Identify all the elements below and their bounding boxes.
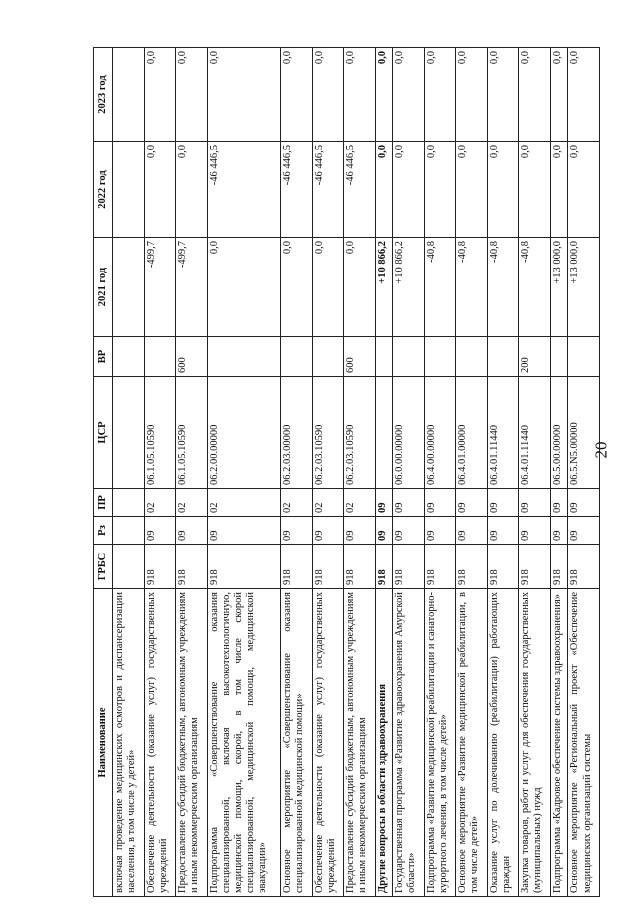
col-grbs-header: ГРБС	[94, 545, 113, 589]
row-grbs: 918	[281, 545, 313, 589]
table-row	[207, 48, 281, 897]
row-rz: 09	[281, 517, 313, 545]
row-csr: 06.4.01.11440	[519, 377, 551, 489]
row-2022-value: 0,0	[550, 142, 568, 238]
row-pr: 09	[393, 489, 425, 517]
table-row	[281, 48, 313, 897]
row-vr	[281, 337, 313, 377]
row-pr: 09	[568, 489, 600, 517]
row-vr	[207, 337, 281, 377]
row-name: включая проведение медицинских осмотров и диспансеризации населения, в том числе у детей»	[113, 589, 145, 897]
row-2023-value	[113, 48, 145, 142]
row-2021-value: +10 866,2	[393, 238, 425, 337]
row-2021-value: 0,0	[207, 238, 281, 337]
row-pr: 02	[176, 489, 208, 517]
row-rz: 09	[550, 517, 568, 545]
row-2021-value	[113, 238, 145, 337]
row-2022-value: 0,0	[568, 142, 600, 238]
row-name: Обеспечение деятельности (оказание услуг) государственных учреждений	[144, 589, 176, 897]
col-name-header: Наименование	[94, 589, 113, 897]
row-grbs: 918	[393, 545, 425, 589]
row-vr	[568, 337, 600, 377]
budget-table	[93, 47, 600, 897]
row-csr: 06.4.01.00000	[456, 377, 488, 489]
row-rz: 09	[519, 517, 551, 545]
row-grbs: 918	[568, 545, 600, 589]
col-vr-header: ВР	[94, 337, 113, 377]
row-2022-value: 0,0	[519, 142, 551, 238]
row-csr: 06.5.00.00000	[550, 377, 568, 489]
row-csr: 06.4.01.11440	[487, 377, 519, 489]
row-csr	[375, 377, 393, 489]
row-grbs	[113, 545, 145, 589]
row-pr: 09	[424, 489, 456, 517]
row-rz: 09	[344, 517, 376, 545]
row-rz: 09	[487, 517, 519, 545]
row-grbs: 918	[487, 545, 519, 589]
row-grbs: 918	[176, 545, 208, 589]
row-csr: 06.5.N5.00000	[568, 377, 600, 489]
row-name: Подпрограмма «Совершенствование оказания специализированной, включая высокотехнологичную, медицинской помощи, скорой, в том числе скорой специализированной, медицинской помощи, медицинской эвакуации»	[207, 589, 281, 897]
row-name: Основное мероприятие «Развитие медицинской реабилитации, в том числе детей»	[456, 589, 488, 897]
row-name: Предоставление субсидий бюджетным, автономным учреждениям и иным некоммерческим организациям	[344, 589, 376, 897]
row-rz: 09	[375, 517, 393, 545]
row-pr: 09	[375, 489, 393, 517]
row-grbs: 918	[424, 545, 456, 589]
row-2023-value: 0,0	[281, 48, 313, 142]
row-grbs: 918	[550, 545, 568, 589]
row-2022-value: 0,0	[487, 142, 519, 238]
row-csr: 06.2.03.10590	[312, 377, 344, 489]
row-pr: 02	[312, 489, 344, 517]
row-vr: 600	[344, 337, 376, 377]
row-name: Подпрограмма «Развитие медицинской реабилитации и санаторно-курортного лечения, в том числе детей»	[424, 589, 456, 897]
row-csr: 06.2.03.00000	[281, 377, 313, 489]
table-row	[424, 48, 456, 897]
row-rz: 09	[568, 517, 600, 545]
row-pr: 09	[550, 489, 568, 517]
row-2022-value: 0,0	[393, 142, 425, 238]
row-rz: 09	[424, 517, 456, 545]
table-row	[344, 48, 376, 897]
row-rz: 09	[393, 517, 425, 545]
row-vr	[550, 337, 568, 377]
row-name: Оказание услуг по долечиванию (реабилитации) работающих граждан	[487, 589, 519, 897]
row-pr: 02	[207, 489, 281, 517]
row-pr: 09	[519, 489, 551, 517]
page-number: 20	[591, 441, 611, 459]
row-2022-value	[113, 142, 145, 238]
table-row	[550, 48, 568, 897]
table-row	[393, 48, 425, 897]
row-2023-value: 0,0	[519, 48, 551, 142]
table-header-row	[94, 48, 113, 897]
row-name: Другие вопросы в области здравоохранения	[375, 589, 393, 897]
row-2021-value: -40,8	[519, 238, 551, 337]
row-2023-value: 0,0	[550, 48, 568, 142]
row-csr: 06.1.05.10590	[144, 377, 176, 489]
table-row	[176, 48, 208, 897]
row-grbs: 918	[519, 545, 551, 589]
row-name: Закупка товаров, работ и услуг для обеспечения государственных (муниципальных) нужд	[519, 589, 551, 897]
table-row	[113, 48, 145, 897]
row-2023-value: 0,0	[176, 48, 208, 142]
row-pr: 09	[487, 489, 519, 517]
row-2022-value: -46 446,5	[312, 142, 344, 238]
row-2023-value: 0,0	[568, 48, 600, 142]
row-2022-value: -46 446,5	[207, 142, 281, 238]
row-2021-value: +13 000,0	[568, 238, 600, 337]
row-2021-value: -40,8	[487, 238, 519, 337]
row-2021-value: -499,7	[176, 238, 208, 337]
row-pr: 02	[344, 489, 376, 517]
row-2021-value: +10 866,2	[375, 238, 393, 337]
row-vr	[393, 337, 425, 377]
col-2021-header: 2021 год	[94, 238, 113, 337]
table-row	[568, 48, 600, 897]
row-pr	[113, 489, 145, 517]
row-grbs: 918	[312, 545, 344, 589]
col-csr-header: ЦСР	[94, 377, 113, 489]
table-row	[312, 48, 344, 897]
budget-table-rotated	[93, 48, 600, 897]
row-rz: 09	[456, 517, 488, 545]
col-2022-header: 2022 год	[94, 142, 113, 238]
row-vr	[113, 337, 145, 377]
row-2023-value: 0,0	[393, 48, 425, 142]
col-2023-header: 2023 год	[94, 48, 113, 142]
row-name: Подпрограмма «Кадровое обеспечение системы здравоохранения»	[550, 589, 568, 897]
row-2021-value: 0,0	[344, 238, 376, 337]
row-csr: 06.4.00.00000	[424, 377, 456, 489]
row-rz	[113, 517, 145, 545]
col-pr-header: ПР	[94, 489, 113, 517]
row-vr	[375, 337, 393, 377]
row-2021-value: 0,0	[281, 238, 313, 337]
row-grbs: 918	[207, 545, 281, 589]
row-vr	[144, 337, 176, 377]
table-row	[144, 48, 176, 897]
row-name: Предоставление субсидий бюджетным, автономным учреждениям и иным некоммерческим организациям	[176, 589, 208, 897]
table-row	[487, 48, 519, 897]
row-pr: 02	[144, 489, 176, 517]
row-2023-value: 0,0	[144, 48, 176, 142]
col-rz-header: Рз	[94, 517, 113, 545]
row-pr: 09	[456, 489, 488, 517]
row-vr: 200	[519, 337, 551, 377]
row-vr	[424, 337, 456, 377]
row-2021-value: -499,7	[144, 238, 176, 337]
row-2022-value: 0,0	[176, 142, 208, 238]
row-2023-value: 0,0	[344, 48, 376, 142]
row-2022-value: 0,0	[424, 142, 456, 238]
row-name: Основное мероприятие «Совершенствование оказания специализированной медицинской помощи»	[281, 589, 313, 897]
row-2021-value: -40,8	[424, 238, 456, 337]
row-2023-value: 0,0	[424, 48, 456, 142]
row-csr	[113, 377, 145, 489]
row-vr: 600	[176, 337, 208, 377]
row-csr: 06.2.00.00000	[207, 377, 281, 489]
row-2021-value: -40,8	[456, 238, 488, 337]
row-name: Обеспечение деятельности (оказание услуг) государственных учреждений	[312, 589, 344, 897]
table-body	[113, 48, 600, 897]
row-rz: 09	[207, 517, 281, 545]
row-2021-value: +13 000,0	[550, 238, 568, 337]
row-csr: 06.2.03.10590	[344, 377, 376, 489]
table-row	[375, 48, 393, 897]
row-2022-value: 0,0	[144, 142, 176, 238]
row-grbs: 918	[344, 545, 376, 589]
row-2023-value: 0,0	[375, 48, 393, 142]
row-grbs: 918	[375, 545, 393, 589]
row-rz: 09	[176, 517, 208, 545]
row-2022-value: 0,0	[375, 142, 393, 238]
row-rz: 09	[312, 517, 344, 545]
row-csr: 06.0.00.00000	[393, 377, 425, 489]
row-2022-value: -46 446,5	[281, 142, 313, 238]
row-vr	[312, 337, 344, 377]
row-name: Основное мероприятие «Региональный проект «Обеспечение медицинских организаций системы	[568, 589, 600, 897]
row-2022-value: -46 446,5	[344, 142, 376, 238]
row-rz: 09	[144, 517, 176, 545]
row-csr: 06.1.05.10590	[176, 377, 208, 489]
row-grbs: 918	[144, 545, 176, 589]
row-grbs: 918	[456, 545, 488, 589]
row-2023-value: 0,0	[312, 48, 344, 142]
table-row	[519, 48, 551, 897]
row-vr	[487, 337, 519, 377]
row-2023-value: 0,0	[487, 48, 519, 142]
row-vr	[456, 337, 488, 377]
row-2022-value: 0,0	[456, 142, 488, 238]
table-row	[456, 48, 488, 897]
row-2023-value: 0,0	[207, 48, 281, 142]
row-2021-value: 0,0	[312, 238, 344, 337]
row-pr: 02	[281, 489, 313, 517]
row-2023-value: 0,0	[456, 48, 488, 142]
row-name: Государственная программа «Развитие здравоохранения Амурской области»	[393, 589, 425, 897]
